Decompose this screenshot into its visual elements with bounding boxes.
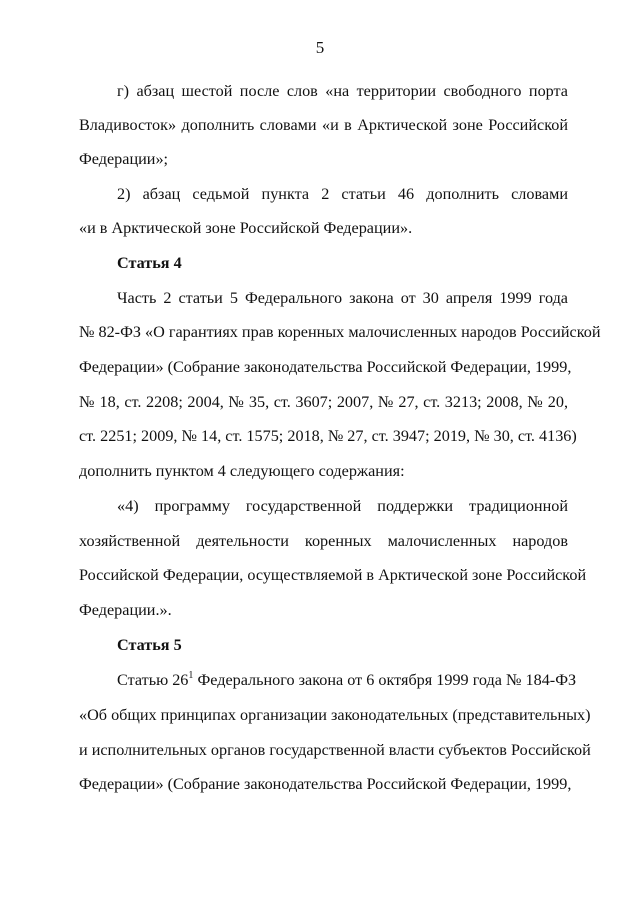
paragraph-line: Федерации» (Собрание законодательства Российской Федерации, 1999, [79, 358, 572, 376]
quote-line: Федерации.». [79, 601, 172, 619]
paragraph-line: «Об общих принципах организации законодательных (представительных) [79, 706, 591, 724]
paragraph-line: Владивосток» дополнить словами «и в Арктической зоне Российской [79, 116, 568, 134]
paragraph-line: г) абзац шестой после слов «на территории свободного порта [117, 82, 568, 100]
quote-line: хозяйственной деятельности коренных малочисленных народов [79, 532, 568, 550]
page-number: 5 [315, 38, 325, 57]
paragraph-line: Часть 2 статьи 5 Федерального закона от 30 апреля 1999 года [117, 289, 568, 307]
quote-line: Российской Федерации, осуществляемой в Арктической зоне Российской [79, 566, 587, 584]
paragraph-line: № 82-ФЗ «О гарантиях прав коренных малочисленных народов Российской [79, 323, 601, 341]
article-5-heading: Статья 5 [117, 636, 182, 654]
paragraph-line: Федерации» (Собрание законодательства Российской Федерации, 1999, [79, 775, 572, 793]
article-ref-superscript: 1 [188, 669, 194, 681]
paragraph-line: и исполнительных органов государственной власти субъектов Российской [79, 741, 591, 759]
quote-line: «4) программу государственной поддержки традиционной [117, 497, 568, 515]
paragraph-line: Федерации»; [79, 150, 169, 168]
article-4-heading: Статья 4 [117, 254, 182, 272]
paragraph-line: ст. 2251; 2009, № 14, ст. 1575; 2018, № 27, ст. 3947; 2019, № 30, ст. 4136) [79, 427, 577, 445]
paragraph-line: № 18, ст. 2208; 2004, № 35, ст. 3607; 2007, № 27, ст. 3213; 2008, № 20, [79, 393, 568, 411]
article-ref-text: Статью 26 [117, 671, 189, 689]
paragraph-text: Федерального закона от 6 октября 1999 года № 184-ФЗ [193, 671, 577, 689]
paragraph-line: 2) абзац седьмой пункта 2 статьи 46 дополнить словами [117, 185, 568, 203]
paragraph-line: дополнить пунктом 4 следующего содержания: [79, 462, 405, 480]
paragraph-line: «и в Арктической зоне Российской Федерации». [79, 219, 413, 237]
paragraph-line [117, 669, 577, 690]
